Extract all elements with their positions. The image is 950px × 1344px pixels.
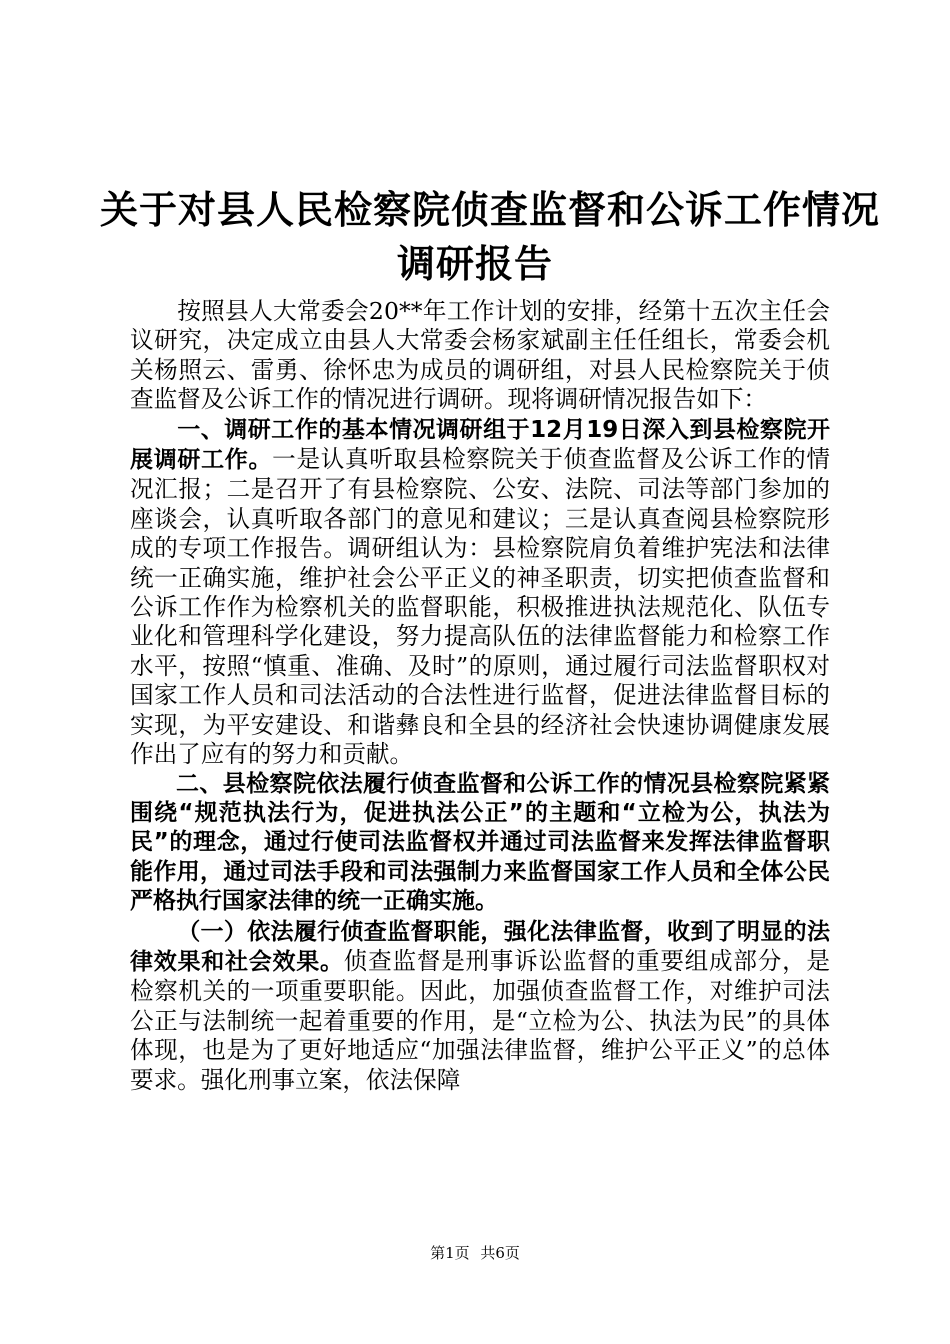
- page-footer: [0, 1243, 950, 1263]
- intro-paragraph: 按照县人大常委会20**年工作计划的安排，经第十五次主任会议研究，决定成立由县人大常委会杨家斌副主任任组长，常委会机关杨照云、雷勇、徐怀忠为成员的调研组，对县人民检察院关于侦查监督及公诉工作的情况进行调研。现将调研情况报告如下：: [130, 297, 830, 414]
- document-title-line-2: 调研报告: [396, 242, 553, 286]
- document-title-line-1: 关于对县人民检察院侦查监督和公诉工作情况: [100, 188, 881, 232]
- subsection-1-heading: （一）依法履行侦查监督职能，强化法律监督，收到了明显的法律效果和社会效果。: [130, 918, 830, 975]
- section-1-heading: 一、调研工作的基本情况调研组于12月19日深入到县检察院开展调研工作。: [130, 416, 830, 474]
- section-2-paragraph: 二、县检察院依法履行侦查监督和公诉工作的情况县检察院紧紧围绕“规范执法行为，促进执法公正”的主题和“立检为公，执法为民”的理念，通过行使司法监督权并通过司法监督来发挥法律监督职能作用，通过司法手段和司法强制力来监督国家工作人员和全体公民严格执行国家法律的统一正确实施。: [130, 770, 830, 915]
- section-1-paragraph: [130, 415, 830, 770]
- document-body: [130, 297, 830, 1095]
- subsection-1-paragraph: [130, 917, 830, 1095]
- page-number-current: 第1页: [430, 1244, 470, 1262]
- subsection-1-body: 侦查监督是刑事诉讼监督的重要组成部分，是检察机关的一项重要职能。因此，加强侦查监督工作，对维护司法公正与法制统一起着重要的作用，是“立检为公、执法为民”的具体体现，也是为了更好地适应“加强法律监督，维护公平正义”的总体要求。强化刑事立案，依法保障: [130, 946, 831, 1094]
- page-number-total: 共6页: [480, 1244, 520, 1262]
- section-1-body: 一是认真听取县检察院关于侦查监督及公诉工作的情况汇报；二是召开了有县检察院、公安、法院、司法等部门参加的座谈会，认真听取各部门的意见和建议；三是认真查阅县检察院形成的专项工作报告。调研组认为：县检察院肩负着维护宪法和法律统一正确实施，维护社会公平正义的神圣职责，切实把侦查监督和公诉工作作为检察机关的监督职能，积极推进执法规范化、队伍专业化和管理科学化建设，努力提高队伍的法律监督能力和检察工作水平，按照“慎重、准确、及时”的原则，通过履行司法监督职权对国家工作人员和司法活动的合法性进行监督，促进法律监督目标的实现，为平安建设、和谐彝良和全县的经济社会快速协调健康发展作出了应有的努力和贡献。: [130, 445, 831, 769]
